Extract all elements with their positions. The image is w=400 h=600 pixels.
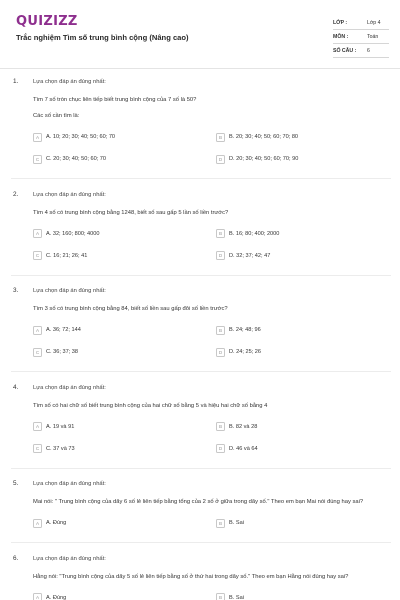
question-number: 3.: [13, 287, 19, 295]
meta-row-count: [333, 44, 389, 58]
answer-options: [33, 132, 380, 164]
answer-option-a[interactable]: [33, 593, 216, 600]
answer-option-c[interactable]: [33, 444, 216, 454]
answer-text: C. 16; 21; 26; 41: [46, 252, 88, 259]
meta-value: Lớp 4: [367, 19, 381, 26]
question-text: Tìm số có hai chữ số biết trung bình cộng của hai chữ số bằng 5 và hiệu hai chữ số bằng 4: [33, 402, 268, 409]
letter-box: D: [216, 444, 225, 453]
answer-text: D. 46 và 64: [229, 445, 258, 452]
answer-text: B. 24; 48; 96: [229, 327, 261, 334]
worksheet-title: Trắc nghiệm Tìm số trung bình cộng (Nâng cao): [16, 33, 189, 42]
question-number: 4.: [13, 383, 19, 391]
answer-option-d[interactable]: [216, 251, 376, 261]
question-instruction: Lựa chọn đáp án đúng nhất:: [33, 288, 106, 295]
question-divider: [11, 371, 391, 372]
question-1: [0, 78, 400, 179]
answer-text: A. 36; 72; 144: [46, 327, 81, 334]
question-divider: [11, 542, 391, 543]
question-subtext: Các số cần tìm là:: [33, 113, 80, 119]
meta-value: Toán: [367, 33, 379, 40]
question-text: Tìm 3 số có trung bình cộng bằng 84, biết số liền sau gấp đôi số liền trước?: [33, 306, 228, 313]
meta-info: [333, 16, 389, 58]
answer-option-d[interactable]: [216, 444, 376, 454]
answer-text: A. 10; 20; 30; 40; 50; 60; 70: [46, 134, 116, 140]
letter-box: B: [216, 133, 225, 142]
answer-text: D. 32; 37; 42; 47: [229, 252, 271, 259]
answer-option-c[interactable]: [33, 154, 216, 164]
answer-options: [33, 229, 380, 261]
answer-option-a[interactable]: [33, 325, 216, 335]
answer-text: D. 20; 30; 40; 50; 60; 70; 90: [229, 156, 299, 162]
answer-options: [33, 518, 380, 528]
answer-text: B. Sai: [229, 594, 244, 600]
question-divider: [11, 178, 391, 179]
answer-text: A. Đúng: [46, 594, 67, 600]
letter-box: D: [216, 348, 225, 357]
question-instruction: Lựa chọn đáp án đúng nhất:: [33, 481, 106, 488]
answer-option-a[interactable]: [33, 518, 216, 528]
answer-option-b[interactable]: [216, 593, 376, 600]
answer-text: A. 19 và 91: [46, 423, 75, 430]
question-2: [0, 191, 400, 276]
answer-option-b[interactable]: [216, 422, 376, 432]
question-text: Tìm 4 số có trung bình cộng bằng 1248, biết số sau gấp 5 lần số liền trước?: [33, 209, 229, 216]
answer-options: [33, 593, 380, 600]
answer-text: A. Đúng: [46, 520, 67, 527]
question-text: Hằng nói: "Trung bình cộng của dãy 5 số lẻ liên tiếp bằng số ở thứ hai trong dãy số." Theo em bạn Hằng nói đúng hay sai?: [33, 573, 349, 580]
letter-box: A: [33, 229, 42, 238]
question-list: [0, 78, 400, 600]
answer-text: D. 24; 25; 26: [229, 349, 262, 356]
question-5: [0, 480, 400, 543]
letter-box: A: [33, 422, 42, 431]
question-6: [0, 555, 400, 600]
meta-label: MÔN :: [333, 33, 349, 40]
letter-box: B: [216, 519, 225, 528]
question-3: [0, 287, 400, 372]
meta-row-class: [333, 16, 389, 30]
question-instruction: Lựa chọn đáp án đúng nhất:: [33, 79, 106, 85]
answer-option-c[interactable]: [33, 251, 216, 261]
letter-box: C: [33, 348, 42, 357]
answer-text: A. 32; 160; 800; 4000: [46, 230, 100, 237]
meta-label: SỐ CÂU :: [333, 47, 357, 54]
header-divider: [0, 68, 400, 69]
answer-text: B. Sai: [229, 520, 244, 527]
answer-option-d[interactable]: [216, 154, 376, 164]
meta-label: LỚP :: [333, 19, 348, 26]
answer-text: C. 37 và 73: [46, 445, 75, 452]
question-text: Mai nói: " Trung bình cộng của dãy 6 số lẻ liên tiếp bằng tổng của 2 số ở giữa trong dãy số." Theo em bạn Mai nói đúng hay sai?: [33, 499, 364, 506]
question-4: [0, 384, 400, 469]
letter-box: B: [216, 422, 225, 431]
worksheet-header: [0, 0, 400, 60]
letter-box: B: [216, 326, 225, 335]
meta-value: 6: [367, 47, 370, 54]
answer-options: [33, 422, 380, 454]
letter-box: A: [33, 519, 42, 528]
letter-box: C: [33, 251, 42, 260]
question-divider: [11, 275, 391, 276]
question-number: 2.: [13, 190, 19, 198]
answer-option-b[interactable]: [216, 229, 376, 239]
answer-option-a[interactable]: [33, 132, 216, 142]
answer-option-b[interactable]: [216, 325, 376, 335]
answer-options: [33, 325, 380, 357]
answer-option-b[interactable]: [216, 518, 376, 528]
question-divider: [11, 468, 391, 469]
answer-text: B. 82 và 28: [229, 423, 258, 430]
letter-box: D: [216, 155, 225, 164]
answer-text: B. 20; 30; 40; 50; 60; 70; 80: [229, 134, 299, 140]
answer-option-a[interactable]: [33, 229, 216, 239]
letter-box: A: [33, 326, 42, 335]
letter-box: A: [33, 593, 42, 600]
question-number: 5.: [13, 480, 19, 488]
question-number: 6.: [13, 554, 19, 562]
question-instruction: Lựa chọn đáp án đúng nhất:: [33, 384, 106, 391]
letter-box: A: [33, 133, 42, 142]
answer-text: C. 20; 30; 40; 50; 60; 70: [46, 156, 107, 162]
letter-box: B: [216, 229, 225, 238]
question-text: Tìm 7 số tròn chục liên tiếp biết trung bình cộng của 7 số là 50?: [33, 97, 197, 103]
question-instruction: Lựa chọn đáp án đúng nhất:: [33, 555, 106, 562]
letter-box: C: [33, 444, 42, 453]
answer-option-c[interactable]: [33, 347, 216, 357]
answer-text: C. 36; 37; 38: [46, 349, 79, 356]
answer-option-a[interactable]: [33, 422, 216, 432]
answer-text: B. 16; 80; 400; 2000: [229, 230, 280, 237]
letter-box: D: [216, 251, 225, 260]
letter-box: C: [33, 155, 42, 164]
question-instruction: Lựa chọn đáp án đúng nhất:: [33, 191, 106, 198]
letter-box: B: [216, 593, 225, 600]
answer-option-d[interactable]: [216, 347, 376, 357]
quizizz-logo: QUIZIZZ: [16, 14, 78, 29]
question-number: 1.: [13, 78, 19, 85]
answer-option-b[interactable]: [216, 132, 376, 142]
meta-row-subject: [333, 30, 389, 44]
